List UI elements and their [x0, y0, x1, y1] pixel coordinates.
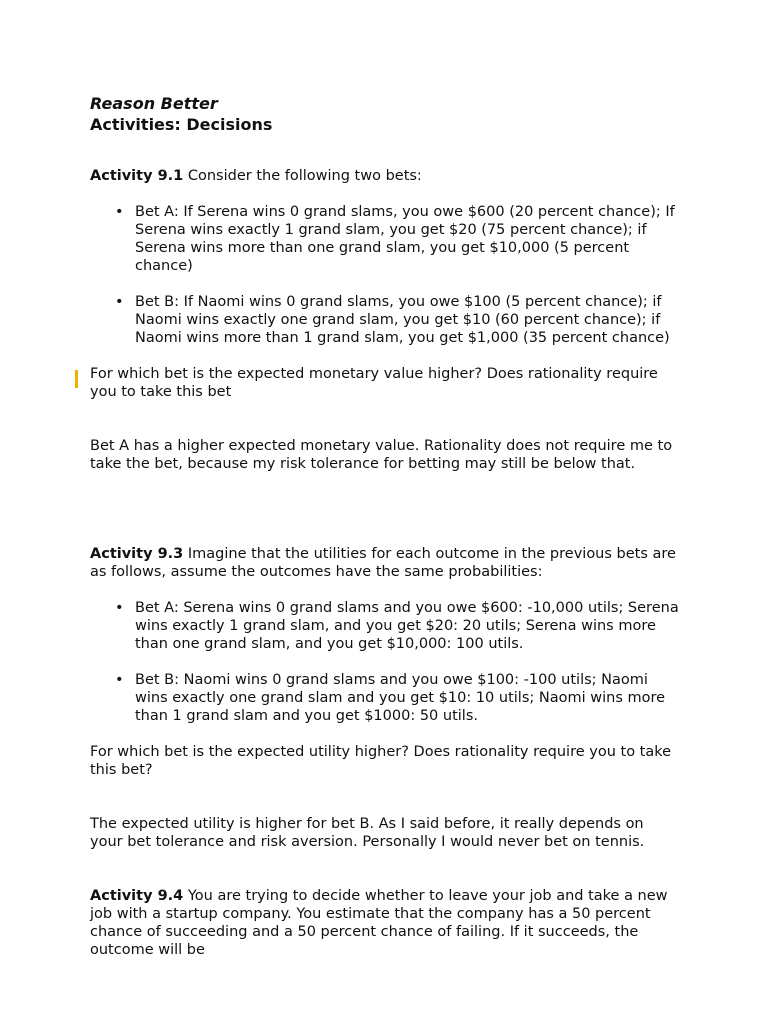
list-item: [90, 293, 680, 347]
bet-b-text: Bet B: If Naomi wins 0 grand slams, you owe $100 (5 percent chance); if Naomi wins exactly one grand slam, you get $10 (60 percent chance); if Naomi wins more than 1 grand slam, you get $1,000 (35 percent chance): [135, 294, 670, 346]
activity-9-3-question: For which bet is the expected utility higher? Does rationality require you to take this bet?: [90, 744, 672, 778]
activity-9-3-intro: [90, 545, 680, 581]
activity-9-1-question: For which bet is the expected monetary value higher? Does rationality require you to take this bet: [90, 366, 658, 400]
activity-9-3-bet-list: [90, 599, 680, 725]
change-marker: [75, 370, 78, 388]
activity-9-1-label: Activity 9.1: [90, 168, 184, 184]
list-item: [90, 203, 680, 275]
activity-9-1-bet-list: [90, 203, 680, 347]
document-subtitle: Activities: Decisions: [90, 115, 273, 134]
document-title: Reason Better: [90, 94, 218, 113]
activity-9-3-answer: The expected utility is higher for bet B. As I said before, it really depends on your bet tolerance and risk aversion. Personally I would never bet on tennis.: [90, 816, 645, 850]
bullet-icon: •: [115, 294, 124, 310]
bullet-icon: •: [115, 600, 124, 616]
activity-9-4-text: You are trying to decide whether to leave your job and take a new job with a startup company. You estimate that the company has a 50 percent chance of succeeding and a 50 percent chance of failing. If it succeeds, the outcome will be: [90, 888, 668, 958]
bet-b-utils-text: Bet B: Naomi wins 0 grand slams and you owe $100: -100 utils; Naomi wins exactly one grand slam and you get $10: 10 utils; Naomi wins more than 1 grand slam and you get $1000: 50 utils.: [135, 672, 666, 724]
activity-9-4-label: Activity 9.4: [90, 888, 184, 904]
activity-9-3-text: Imagine that the utilities for each outcome in the previous bets are as follows, assume the outcomes have the same probabilities:: [90, 546, 676, 580]
activity-9-1-answer: Bet A has a higher expected monetary value. Rationality does not require me to take the bet, because my risk tolerance for betting may still be below that.: [90, 438, 673, 472]
activity-9-4-intro: [90, 887, 680, 959]
activity-9-1-text: Consider the following two bets:: [183, 168, 422, 184]
bullet-icon: •: [115, 204, 124, 220]
list-item: [90, 671, 680, 725]
bet-a-text: Bet A: If Serena wins 0 grand slams, you owe $600 (20 percent chance); If Serena wins exactly 1 grand slam, you get $20 (75 percent chance); if Serena wins more than one grand slam, you get $10,000 (5 percent chance): [135, 204, 675, 274]
document-page: [90, 93, 680, 959]
bullet-icon: •: [115, 672, 124, 688]
activity-9-1-intro: [90, 167, 680, 185]
bet-a-utils-text: Bet A: Serena wins 0 grand slams and you owe $600: -10,000 utils; Serena wins exactly 1 grand slam, and you get $20: 20 utils; Serena wins more than one grand slam, and you get $10,000: 100 utils.: [135, 600, 679, 652]
activity-9-3-label: Activity 9.3: [90, 546, 184, 562]
list-item: [90, 599, 680, 653]
